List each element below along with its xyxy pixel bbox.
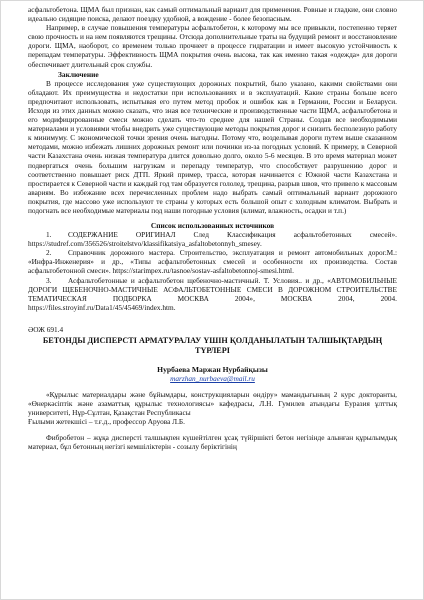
spacer	[28, 383, 397, 390]
author-name: Нурбаева Маржан Нурбайқызы	[157, 364, 268, 374]
paragraph-fibroconcrete: Фибробетон – жұқа дисперсті талшықпен күшейтілген ұсақ түйіршікті бетон негізінде алынған құрылымдық материал, бұл бетонның негізгі кемшіліктерін - созылу беріктігінің	[28, 433, 397, 452]
reference-text: Асфальтобетонные и асфальтобетон щебеночно-мастичный. Т. Условия.. и др., «АВТОМОБИЛЬНЫЕ ДОРОГИ ЩЕБЕНОЧНО-МАСТИЧНЫЕ АСФАЛЬТОБЕТОННЫЕ СМЕСИ В ДОРОЖНОМ СТРОИТЕЛЬСТВЕ ТЕМАТИЧЕСКАЯ ПОДБОРКА МОСКВА 2004», МОСКВА 2004, 2004. https://files.stroyinf.ru/Data1/45/45469/index.htm.	[28, 275, 397, 312]
spacer	[28, 426, 397, 433]
article-title: БЕТОНДЫ ДИСПЕРСТІ АРМАТУРАЛАУ ҮШІН ҚОЛДАНЫЛАТЫН ТАЛШЫҚТАРДЫҢ ТҮРЛЕРІ	[42, 335, 383, 355]
author-email-link[interactable]: marzhan_nurbaeva@mail.ru	[170, 373, 255, 383]
references-heading: Список использованных источников	[150, 221, 275, 231]
reference-text: Справочник дорожного мастера. Строительство, эксплуатация и ремонт автомобильных дорог.М.: «Инфра-Инженерия» и др., «Типы асфальтобетонных смесей и особенности их производства. Состав асфальтобетонной смеси». https://starimpex.ru/tasnoe/sostav-asfaltobetonnoj-smesi.html.	[28, 248, 397, 276]
reference-item	[28, 230, 397, 248]
udc-code: ӘОЖ 691.4	[28, 324, 64, 334]
paragraph-conclusion: В процессе исследования уже существующих дорожных покрытий, было указано, какими свойствами они обладают. Их преимущества и недостатки при использованиях и в эксплуатаций. Какие страны больше всего предпочитают использовать, испытывая его путем метод пробок и ошибок как в Германии, России и Беларуси. Исходя из этих данных можно сказать, что зная все технические и производственные части ЩМА, асфальтобетона и его модифицированные смеси можно сделать что-то среднее для нашей Страны. Создав все необходимыми материалами и условиями чтобы внедрить уже существующие методы покрытия дорог и снизить бесполезную работу к минимуму. С экономической точки зрения очень выгодны. Потому что, возделывая дороги путем выше сказанном методами, можно избежать лишних дорожных ремонт или починки из-за погодных условий. К примеру, в Северной части Казахстана очень низкая температура длится довольно долго, около 5-6 месяцев. В это время материал может подвергаться очень большим нагрузкам и перепаду температур, что способствует разрушению дорог и соответственно повышает риск ДТП. Яркий пример, трасса, которая начинается с Южной части Казахстана и простирается к Северной части и каждый год там образуется гололед, трещина, разрыв швов, что привело к массовым авариям. Во избежание всех перечисленных проблем надо выбрать самый оптимальный вариант дорожного покрытия, где массово уже используют те страны у которых есть большой опыт с холодным климатом. Выбрать и подогнать все необходимые материалы под наши погодные условия (климат, влажность, осадки и т.п.)	[28, 78, 397, 215]
paragraph-intro: асфальтобетона. ЩМА был признан, как самый оптимальный вариант для применения. Ровные и гладкие, они словно идеально сидящие поиска, делают поездку удобной, а вождение - более безопасным.	[28, 5, 397, 24]
author-affiliation: «Құрылыс материалдары және бұйымдары, конструкцияларын өндіру» мамандығының 2 курс докторанты, «Өнеркәсіптік және азаматтық құрылыс технологиясы» кафедрасы, Л.Н. Гумилев атындағы Еуразия ұлттық университеті, Нұр-Сұлтан, Қазақстан Республикасы Ғылыми жетекшісі – т.ғ.д., профессор Аруова Л.Б.	[28, 389, 397, 427]
reference-text: СОДЕРЖАНИЕ ОРИГИНАЛ След Классификация асфальтобетонных смесей». https://studref.com/356526/stroitelstvo/klassifikatsiya_asfaltobetonnyh_smesey.	[28, 230, 397, 249]
reference-number: 3.	[46, 275, 52, 285]
reference-item	[28, 248, 397, 275]
reference-item	[28, 276, 397, 312]
reference-number: 1.	[46, 230, 52, 240]
reference-number: 2.	[46, 248, 52, 258]
conclusion-heading: Заключение	[58, 69, 99, 79]
paragraph-temperature: Например, в случае повышения температуры асфальтобетон, к которому мы все привыкли, постепенно теряет свою прочность и на нем появляются трещины. Отсюда дополнительные траты на будущий ремонт и восстановление дороги. ЩМА, наоборот, со временем только прочнеет в процессе гидратации и имеет высокую устойчивость к перепадам температуры. Эффективность ЩМА покрытия очень высока, так как именно такая «одежда» для дороги обеспечивает длительный срок службы.	[28, 23, 397, 69]
